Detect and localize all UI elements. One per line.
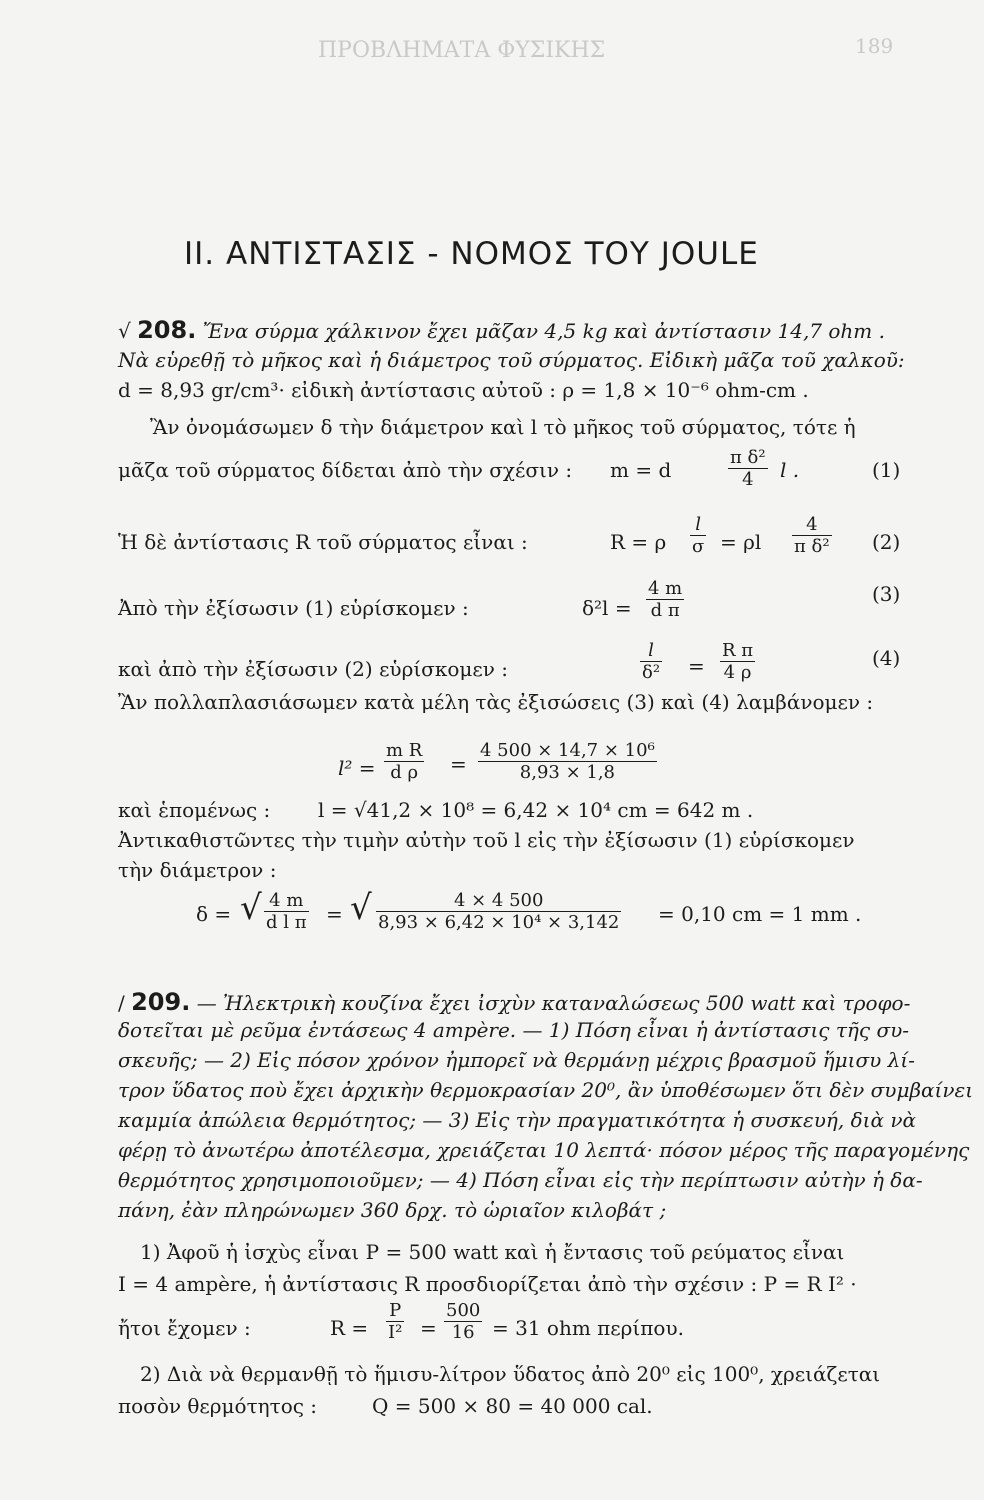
eq1-numerator: π δ²	[730, 447, 766, 468]
problem-208-statement-line1	[118, 316, 885, 344]
eq9-lhs: R =	[330, 1316, 369, 1340]
eq7-fraction2	[376, 890, 621, 933]
problem-208-line3: d = 8,93 gr/cm³· εἰδικὴ ἀντίστασις αὐτοῦ : ρ = 1,8 × 10⁻⁶ ohm-cm .	[118, 378, 809, 402]
eq9-numerator1: P	[386, 1300, 404, 1322]
solution-208-p5: καὶ ἀπὸ τὴν ἐξίσωσιν (2) εὑρίσκομεν :	[118, 657, 508, 681]
problem-208-number: 208.	[137, 316, 197, 344]
eq4-tag: (4)	[872, 646, 901, 670]
eq7-equals: =	[326, 902, 343, 926]
eq7-fraction1	[264, 890, 309, 933]
problem-208-line2: Νὰ εὑρεθῇ τὸ μῆκος καὶ ἡ διάμετρος τοῦ σύρματος. Εἰδικὴ μᾶζα τοῦ χαλκοῦ:	[118, 348, 905, 372]
sqrt-icon-2: √	[350, 888, 372, 928]
eq3-fraction	[646, 578, 684, 621]
eq2-tag: (2)	[872, 530, 901, 554]
eq9-tail: = 31 ohm περίπου.	[492, 1316, 684, 1340]
eq4-numerator1: l	[640, 640, 662, 662]
eq10: Q = 500 × 80 = 40 000 cal.	[372, 1394, 653, 1418]
problem-209-line4: τρον ὕδατος ποὺ ἔχει ἀρχικὴν θερμοκρασίαν 20⁰, ἂν ὑποθέσωμεν ὅτι δὲν συμβαίνει	[118, 1078, 974, 1102]
eq7-numerator1: 4 m	[264, 890, 309, 912]
problem-209-line5: καμμία ἀπώλεια θερμότητος; — 3) Εἰς τὴν πραγματικότητα ἡ συσκευή, διὰ νὰ	[118, 1108, 917, 1132]
eq4-denominator1: δ²	[642, 662, 661, 683]
eq5-numerator2: 4 500 × 14,7 × 10⁶	[480, 740, 655, 761]
eq5-denominator2: 8,93 × 1,8	[519, 762, 615, 783]
ghost-page-number: 189	[855, 34, 894, 58]
ghost-header: ΠΡΟΒΛΗΜΑΤΑ ΦΥΣΙΚΗΣ	[318, 38, 606, 63]
solution-209-p2: I = 4 ampère, ἡ ἀντίστασις R προσδιορίζεται ἀπὸ τὴν σχέσιν : P = R I² ·	[118, 1272, 857, 1296]
eq2-denominator1: σ	[692, 536, 705, 557]
eq6: l = √41,2 × 10⁸ = 6,42 × 10⁴ cm = 642 m .	[318, 798, 754, 822]
eq5-numerator1: m R	[386, 740, 423, 761]
sqrt-icon-1: √	[240, 888, 262, 928]
solution-209-p4: 2) Διὰ νὰ θερμανθῇ τὸ ἥμισυ-λίτρον ὕδατος ἀπὸ 20⁰ εἰς 100⁰, χρειάζεται	[140, 1362, 881, 1386]
solution-208-p4: Ἀπὸ τὴν ἐξίσωσιν (1) εὑρίσκομεν :	[118, 596, 469, 620]
problem-209-line8: πάνη, ἐὰν πληρώνωμεν 360 δρχ. τὸ ὡριαῖον κιλοβάτ ;	[118, 1198, 667, 1222]
solution-208-p9: τὴν διάμετρον :	[118, 858, 277, 882]
eq2-mid: = ρl	[720, 530, 762, 554]
eq9-equals: =	[420, 1316, 437, 1340]
eq1-tail: l .	[780, 458, 800, 482]
eq7-denominator2: 8,93 × 6,42 × 10⁴ × 3,142	[378, 912, 620, 933]
problem-209-line1: — Ἠλεκτρικὴ κουζίνα ἔχει ἰσχὺν καταναλώσεως 500 watt καὶ τροφο-	[196, 991, 911, 1015]
problem-209-statement-line1	[118, 988, 910, 1016]
solution-208-p1: Ἂν ὀνομάσωμεν δ τὴν διάμετρον καὶ l τὸ μῆκος τοῦ σύρματος, τότε ἡ	[150, 415, 856, 439]
section-heading: II. ΑΝΤΙΣΤΑΣΙΣ - ΝΟΜΟΣ ΤΟΥ JOULE	[184, 236, 759, 272]
problem-209-line3: σκευῆς; — 2) Εἰς πόσον χρόνον ἠμπορεῖ νὰ θερμάνῃ μέχρις βρασμοῦ ἥμισυ λί-	[118, 1048, 915, 1072]
problem-209-number: 209.	[131, 988, 191, 1016]
eq3-numerator: 4 m	[648, 578, 683, 599]
eq2-numerator1: l	[690, 514, 706, 536]
eq1-denominator: 4	[742, 469, 754, 490]
eq4-fraction1	[640, 640, 662, 683]
eq7-numerator2: 4 × 4 500	[376, 890, 621, 912]
eq1-fraction	[728, 447, 768, 490]
eq3-tag: (3)	[872, 582, 901, 606]
problem-208-line1: Ἔνα σύρμα χάλκινον ἔχει μᾶζαν 4,5 kg καὶ ἀντίστασιν 14,7 ohm .	[202, 319, 885, 343]
checkmark: √	[118, 319, 131, 343]
problem-209-line6: φέρῃ τὸ ἀνωτέρω ἀποτέλεσμα, χρειάζεται 10 λεπτά· πόσον μέρος τῆς παραγομένης	[118, 1138, 970, 1162]
eq3-lhs: δ²l =	[582, 596, 632, 620]
eq2-fraction2	[792, 514, 832, 557]
slash-mark: /	[118, 991, 125, 1015]
eq9-numerator2: 500	[446, 1300, 481, 1321]
eq5-fraction2	[478, 740, 657, 783]
eq9-fraction2	[444, 1300, 482, 1343]
eq7-denominator1: d l π	[266, 912, 307, 933]
eq4-numerator2: R π	[722, 640, 754, 661]
solution-208-p6: Ἂν πολλαπλασιάσωμεν κατὰ μέλη τὰς ἐξισώσεις (3) καὶ (4) λαμβάνομεν :	[118, 690, 874, 714]
eq2-numerator2: 4	[792, 514, 832, 536]
eq4-fraction2	[720, 640, 755, 683]
eq2-lhs: R = ρ	[610, 530, 667, 554]
problem-209-line2: δοτεῖται μὲ ρεῦμα ἐντάσεως 4 ampère. — 1) Πόση εἶναι ἡ ἀντίστασις τῆς συ-	[118, 1018, 910, 1042]
eq9-fraction1	[386, 1300, 404, 1343]
eq3-denominator: d π	[650, 600, 680, 621]
eq9-denominator2: 16	[451, 1322, 475, 1343]
solution-209-p5: ποσὸν θερμότητος :	[118, 1394, 318, 1418]
problem-209-line7: θερμότητος χρησιμοποιοῦμεν; — 4) Πόση εἶναι εἰς τὴν περίπτωσιν αὐτὴν ἡ δα-	[118, 1168, 923, 1192]
eq1-lhs: m = d	[610, 458, 672, 482]
eq5-denominator1: d ρ	[390, 762, 419, 783]
eq1-tag: (1)	[872, 458, 901, 482]
eq2-denominator2: π δ²	[794, 536, 830, 557]
eq5-lhs: l² =	[338, 756, 376, 780]
solution-208-p3: Ἡ δὲ ἀντίστασις R τοῦ σύρματος εἶναι :	[118, 530, 528, 554]
solution-208-p2: μᾶζα τοῦ σύρματος δίδεται ἀπὸ τὴν σχέσιν :	[118, 458, 573, 482]
solution-208-p7: καὶ ἑπομένως :	[118, 798, 271, 822]
eq9-denominator1: I²	[388, 1322, 403, 1343]
solution-209-p1: 1) Ἀφοῦ ἡ ἰσχὺς εἶναι P = 500 watt καὶ ἡ ἔντασις τοῦ ρεύματος εἶναι	[140, 1240, 845, 1264]
solution-208-p8: Ἀντικαθιστῶντες τὴν τιμὴν αὐτὴν τοῦ l εἰς τὴν ἐξίσωσιν (1) εὑρίσκομεν	[118, 828, 855, 852]
eq7-lhs: δ =	[196, 902, 232, 926]
eq2-fraction1	[690, 514, 706, 557]
eq7-result: = 0,10 cm = 1 mm .	[658, 902, 862, 926]
solution-209-p3: ἤτοι ἔχομεν :	[118, 1316, 251, 1340]
eq5-equals: =	[450, 752, 467, 776]
eq4-denominator2: 4 ρ	[723, 662, 752, 683]
eq4-equals: =	[688, 654, 705, 678]
eq5-fraction1	[384, 740, 424, 783]
